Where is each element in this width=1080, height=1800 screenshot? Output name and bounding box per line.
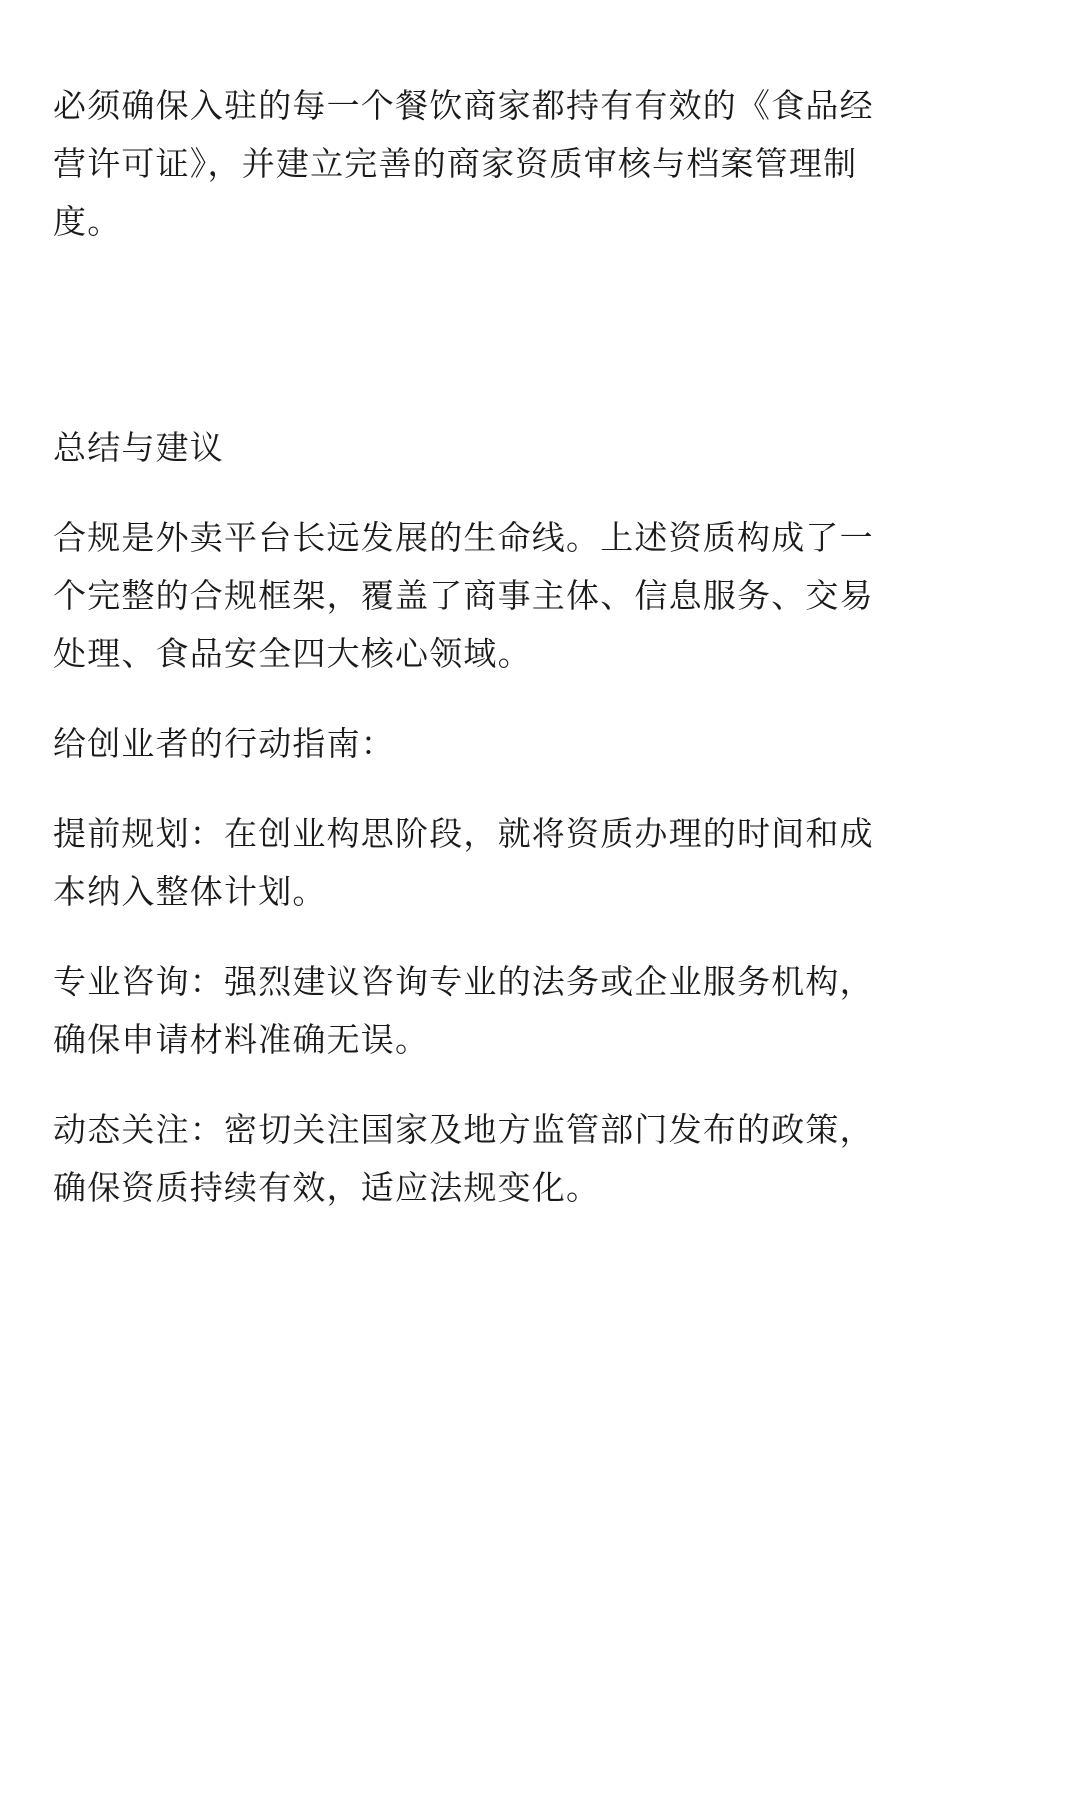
paragraph-compliance-framework: 合规是外卖平台长远发展的生命线。上述资质构成了一个完整的合规框架，覆盖了商事主体、信息服务、交易处理、食品安全四大核心领域。 — [53, 518, 874, 673]
paragraph-advance-planning: 提前规划：在创业构思阶段，就将资质办理的时间和成本纳入整体计划。 — [53, 814, 874, 911]
paragraph-action-guide-title: 给创业者的行动指南： — [53, 724, 395, 763]
article-body — [53, 77, 895, 1249]
paragraph-dynamic-attention: 动态关注：密切关注国家及地方监管部门发布的政策，确保资质持续有效，适应法规变化。 — [53, 1110, 874, 1207]
paragraph-license-requirement: 必须确保入驻的每一个餐饮商家都持有有效的《食品经营许可证》，并建立完善的商家资质审核与档案管理制度。 — [53, 86, 874, 241]
paragraph-professional-consulting: 专业咨询：强烈建议咨询专业的法务或企业服务机构，确保申请材料准确无误。 — [53, 962, 874, 1059]
section-heading-summary: 总结与建议 — [53, 428, 224, 467]
